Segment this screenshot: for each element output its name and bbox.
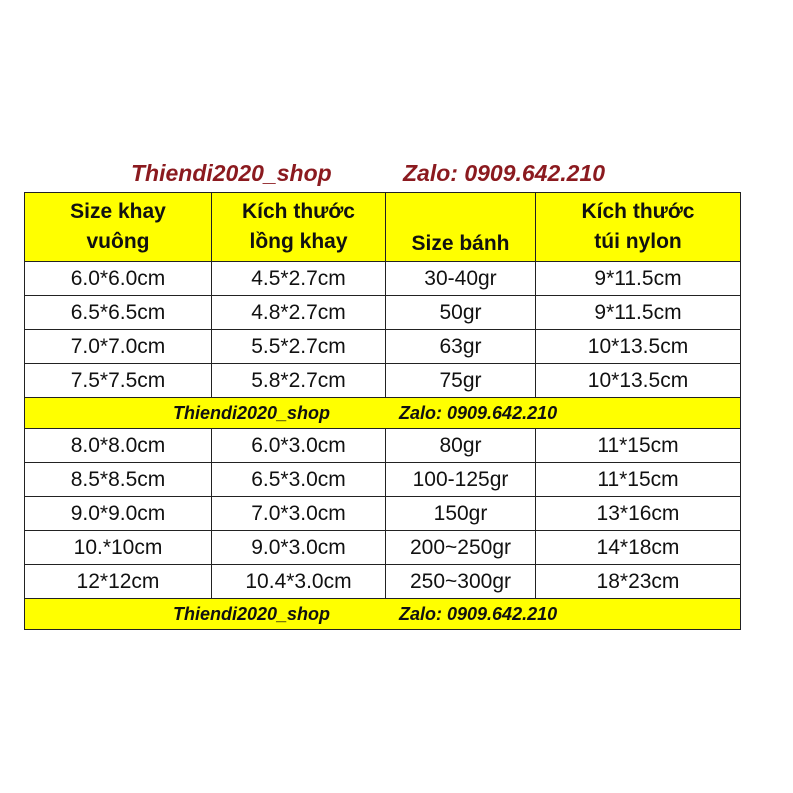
cell-bag: 9*11.5cm xyxy=(536,262,741,296)
cell-cake: 75gr xyxy=(386,364,536,398)
cell-cake: 63gr xyxy=(386,330,536,364)
cell-bag: 10*13.5cm xyxy=(536,364,741,398)
cell-tray: 6.0*6.0cm xyxy=(25,262,212,296)
cell-tray: 7.0*7.0cm xyxy=(25,330,212,364)
table-row xyxy=(25,531,741,565)
shop-name: Thiendi2020_shop xyxy=(131,160,332,186)
cell-liner: 9.0*3.0cm xyxy=(212,531,386,565)
banner-row xyxy=(25,599,741,630)
header-cake-size: Size bánh xyxy=(386,193,536,262)
banner-zalo: Zalo: 0909.642.210 xyxy=(399,604,558,624)
table-row xyxy=(25,497,741,531)
table-row xyxy=(25,463,741,497)
table-header-row xyxy=(25,193,741,262)
banner-zalo: Zalo: 0909.642.210 xyxy=(399,403,558,423)
cell-bag: 11*15cm xyxy=(536,429,741,463)
cell-tray: 12*12cm xyxy=(25,565,212,599)
header-bag-size: Kích thước túi nylon xyxy=(536,193,741,262)
cell-cake: 250~300gr xyxy=(386,565,536,599)
table-row xyxy=(25,330,741,364)
cell-liner: 5.5*2.7cm xyxy=(212,330,386,364)
cell-bag: 18*23cm xyxy=(536,565,741,599)
cell-tray: 9.0*9.0cm xyxy=(25,497,212,531)
table-row xyxy=(25,364,741,398)
header-liner-size: Kích thước lồng khay xyxy=(212,193,386,262)
cell-liner: 10.4*3.0cm xyxy=(212,565,386,599)
table-row xyxy=(25,262,741,296)
cell-bag: 13*16cm xyxy=(536,497,741,531)
banner-row xyxy=(25,398,741,429)
cell-liner: 5.8*2.7cm xyxy=(212,364,386,398)
cell-liner: 6.0*3.0cm xyxy=(212,429,386,463)
table-row xyxy=(25,296,741,330)
cell-cake: 150gr xyxy=(386,497,536,531)
cell-tray: 10.*10cm xyxy=(25,531,212,565)
cell-cake: 30-40gr xyxy=(386,262,536,296)
cell-bag: 11*15cm xyxy=(536,463,741,497)
banner-shop: Thiendi2020_shop xyxy=(173,403,331,423)
banner-shop: Thiendi2020_shop xyxy=(173,604,331,624)
cell-liner: 4.8*2.7cm xyxy=(212,296,386,330)
cell-tray: 7.5*7.5cm xyxy=(25,364,212,398)
cell-tray: 6.5*6.5cm xyxy=(25,296,212,330)
header-tray-size: Size khay vuông xyxy=(25,193,212,262)
zalo-contact: Zalo: 0909.642.210 xyxy=(403,160,606,186)
page-title xyxy=(0,158,793,190)
cell-cake: 50gr xyxy=(386,296,536,330)
cell-bag: 9*11.5cm xyxy=(536,296,741,330)
cell-cake: 200~250gr xyxy=(386,531,536,565)
table-row xyxy=(25,429,741,463)
cell-liner: 6.5*3.0cm xyxy=(212,463,386,497)
cell-cake: 80gr xyxy=(386,429,536,463)
size-table xyxy=(24,192,741,630)
cell-tray: 8.5*8.5cm xyxy=(25,463,212,497)
cell-tray: 8.0*8.0cm xyxy=(25,429,212,463)
cell-bag: 14*18cm xyxy=(536,531,741,565)
table-row xyxy=(25,565,741,599)
cell-bag: 10*13.5cm xyxy=(536,330,741,364)
cell-liner: 7.0*3.0cm xyxy=(212,497,386,531)
cell-liner: 4.5*2.7cm xyxy=(212,262,386,296)
cell-cake: 100-125gr xyxy=(386,463,536,497)
